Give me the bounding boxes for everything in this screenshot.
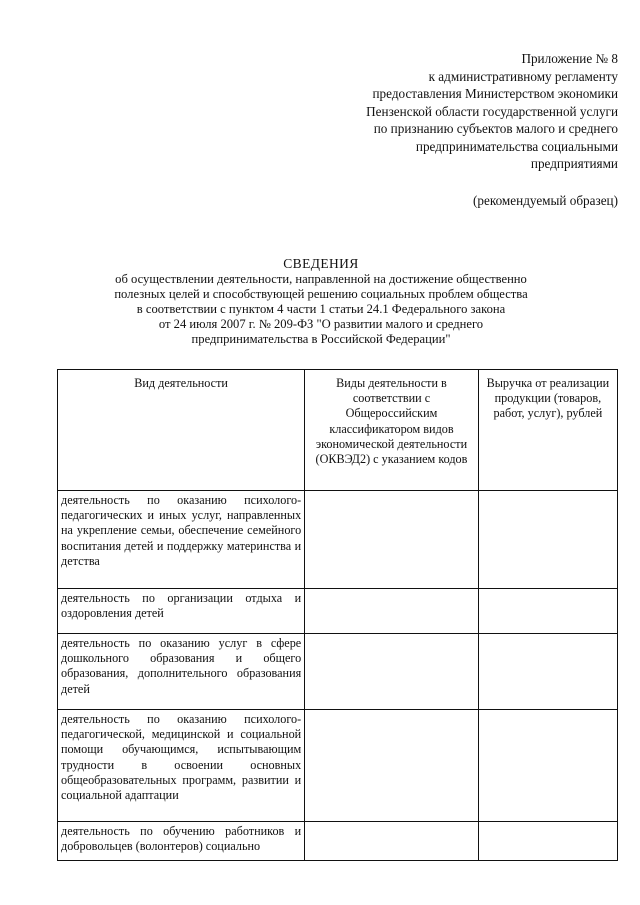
okved-cell[interactable] [305,710,479,822]
document-title: СВЕДЕНИЯ [283,256,359,271]
appendix-line: предпринимательства социальными [415,138,618,154]
subtitle-line: предпринимательства в Российской Федерации" [191,332,451,346]
activity-cell: деятельность по обучению работников и добровольцев (волонтеров) социально [58,822,305,861]
appendix-line: к административному регламенту [428,68,618,84]
activity-table [57,369,618,861]
heading-block [60,255,582,347]
sample-note: (рекомендуемый образец) [473,193,618,208]
activity-cell: деятельность по организации отдыха и оздоровления детей [58,589,305,634]
activity-cell: деятельность по оказанию услуг в сфере дошкольного образования и общего образования, дополнительного образования детей [58,634,305,710]
revenue-cell[interactable] [478,491,617,589]
appendix-line: Пензенской области государственной услуги [366,103,618,119]
revenue-cell[interactable] [478,822,617,861]
table-row [58,710,618,822]
table-header-row [58,370,618,491]
appendix-line: по признанию субъектов малого и среднего [373,121,618,136]
table-row [58,822,618,861]
header-activity: Вид деятельности [58,370,305,491]
revenue-cell[interactable] [478,710,617,822]
appendix-block [288,50,618,173]
revenue-cell[interactable] [478,589,617,634]
appendix-line: Приложение № 8 [521,51,618,66]
subtitle-line: от 24 июля 2007 г. № 209-ФЗ "О развитии малого и среднего [158,317,484,331]
table-row [58,634,618,710]
subtitle-line: полезных целей и способствующей решению социальных проблем общества [114,287,528,301]
table-row [58,589,618,634]
table-row [58,491,618,589]
header-okved: Виды деятельности в соответствии с Общероссийским классификатором видов экономической деятельности (ОКВЭД2) с указанием кодов [305,370,479,491]
subtitle-line: в соответствии с пунктом 4 части 1 статьи 24.1 Федерального закона [136,302,506,316]
okved-cell[interactable] [305,491,479,589]
okved-cell[interactable] [305,634,479,710]
subtitle-line: об осуществлении деятельности, направленной на достижение общественно [115,272,527,286]
okved-cell[interactable] [305,589,479,634]
activity-cell: деятельность по оказанию психолого-педагогической, медицинской и социальной помощи обучающимся, испытывающим трудности в освоении основных общеобразовательных программ, развитии и социальной адаптации [58,710,305,822]
header-revenue: Выручка от реализации продукции (товаров, работ, услуг), рублей [478,370,617,491]
okved-cell[interactable] [305,822,479,861]
activity-cell: деятельность по оказанию психолого-педагогических и иных услуг, направленных на укрепление семьи, обеспечение семейного воспитания детей и поддержку материнства и детства [58,491,305,589]
appendix-line: предоставления Министерством экономики [372,86,618,101]
revenue-cell[interactable] [478,634,617,710]
appendix-line: предприятиями [530,156,618,171]
